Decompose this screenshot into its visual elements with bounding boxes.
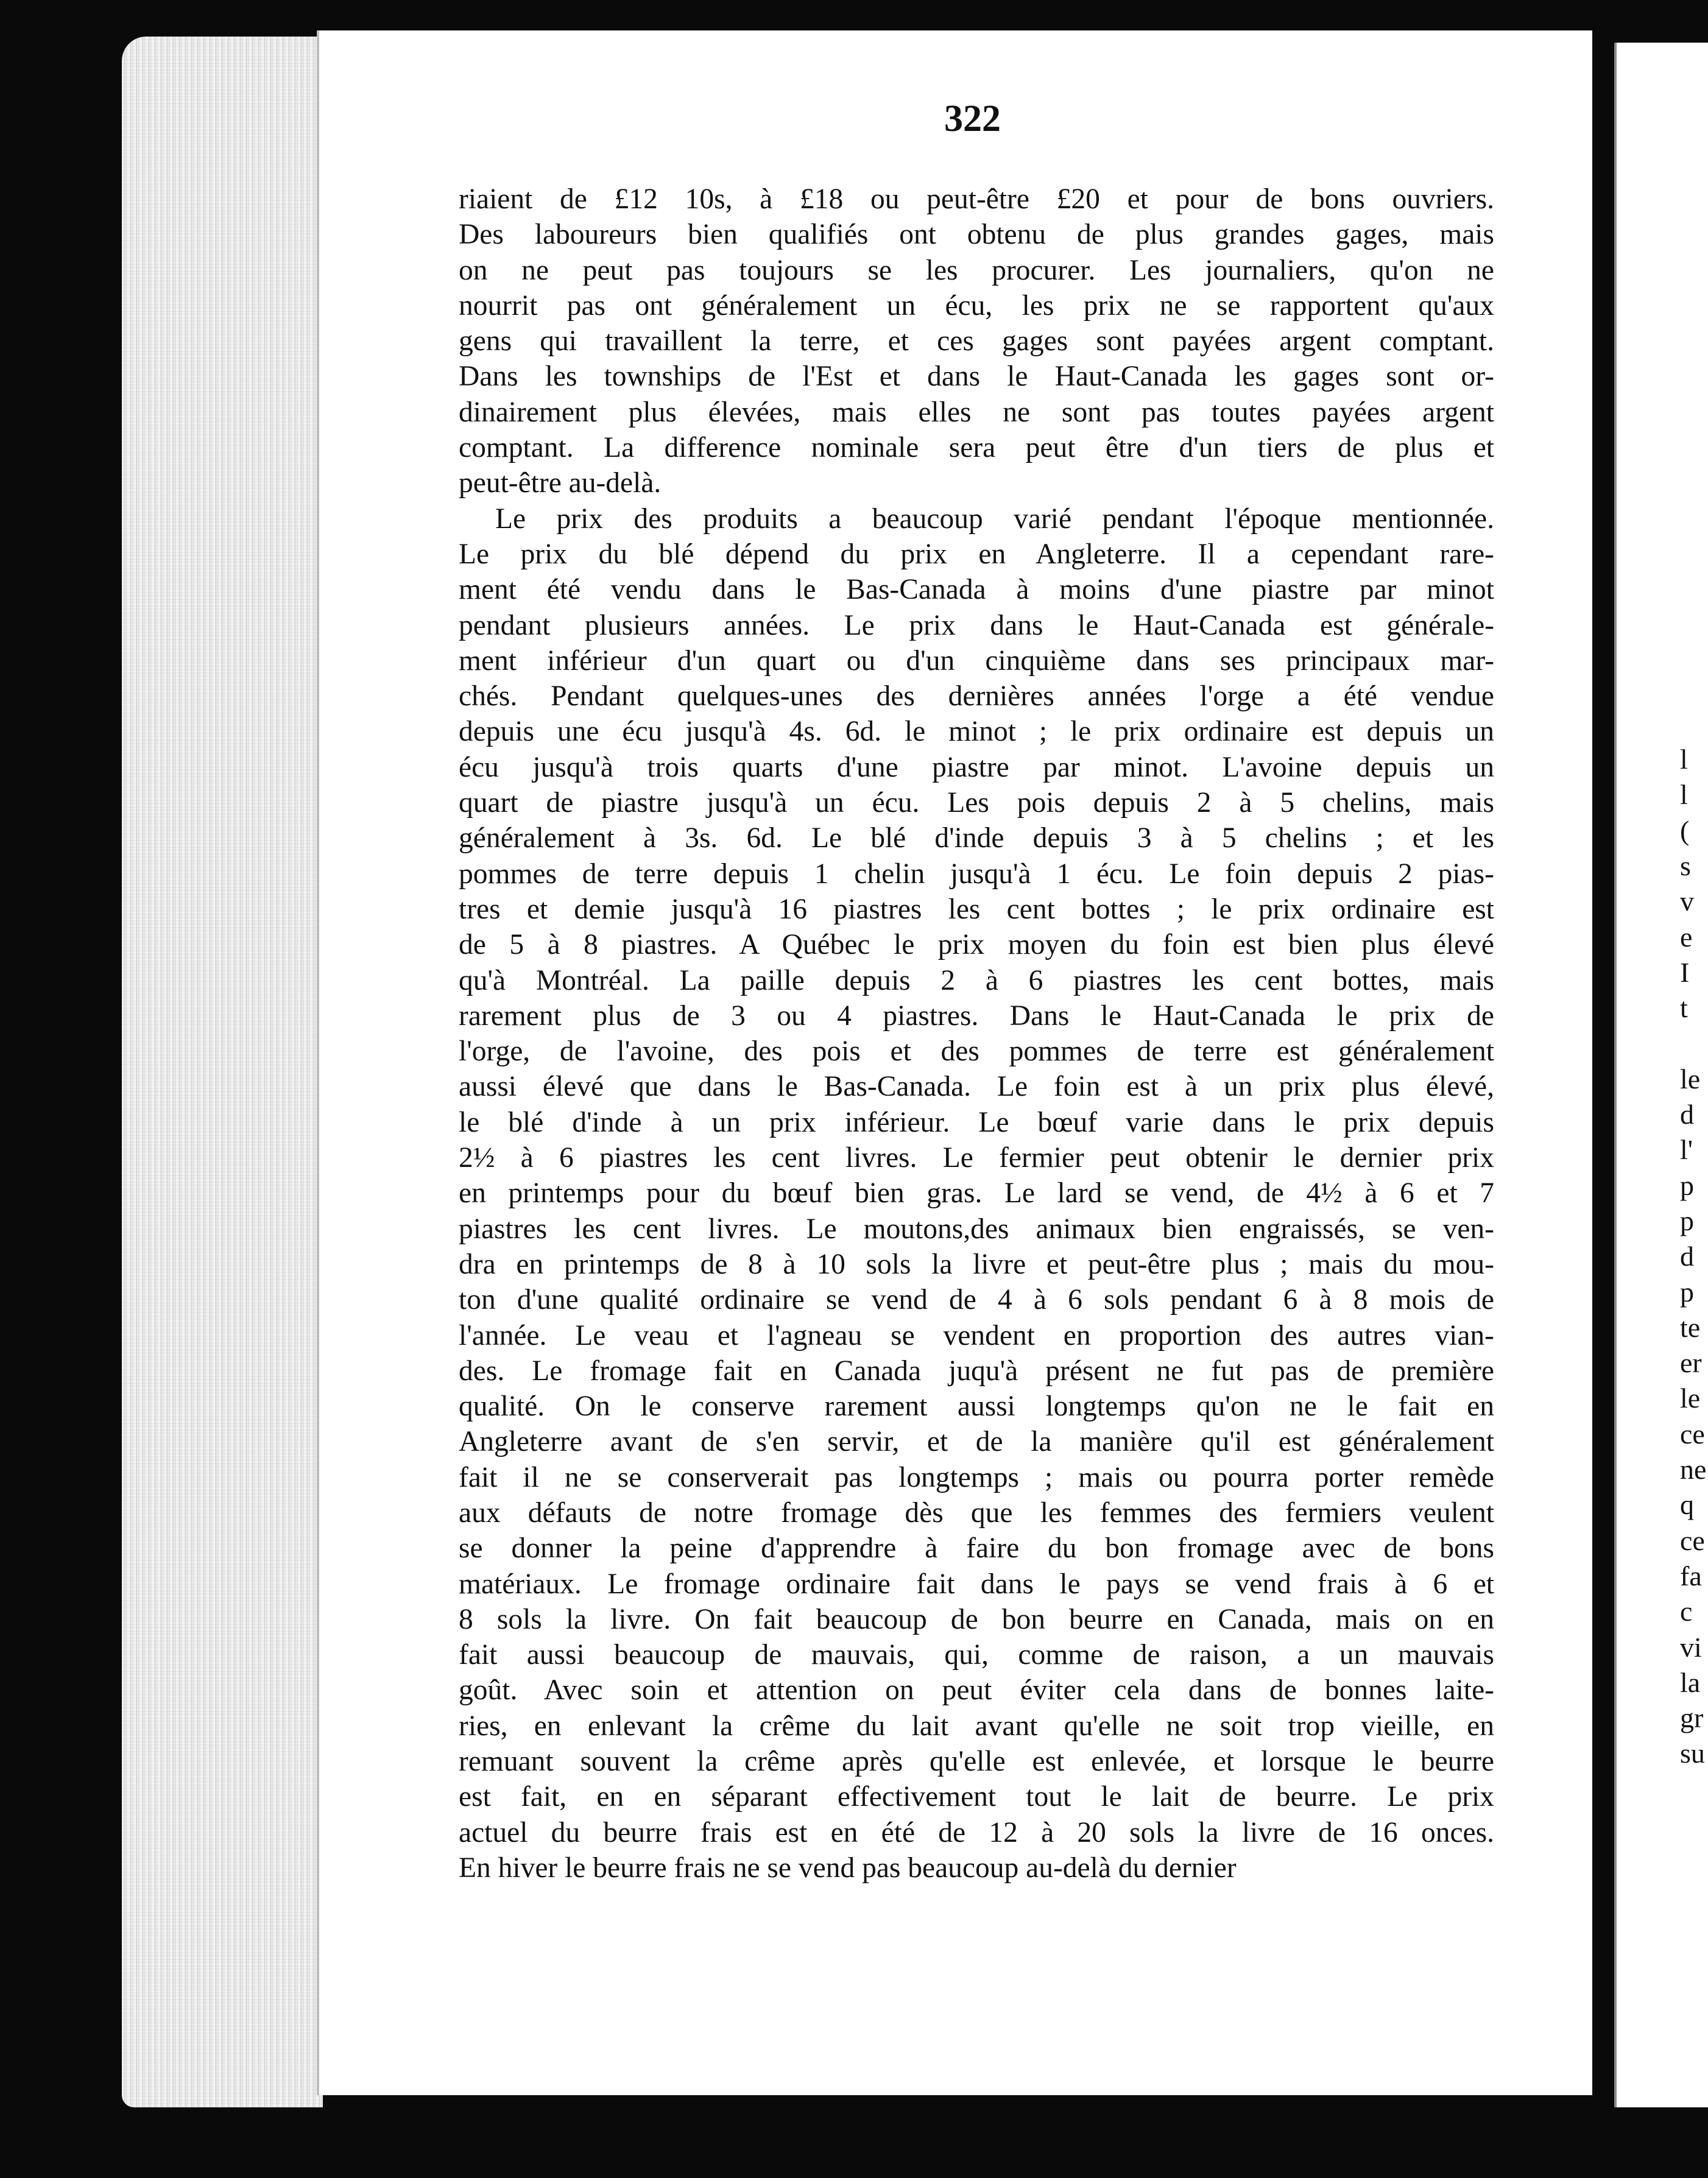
text-line: actuel du beurre frais est en été de 12 à 20 sols la livre de 16 onces. [459,1816,1494,1848]
text-line: qualité. On le conserve rarement aussi longtemps qu'on ne le fait en [459,1390,1494,1423]
adjacent-page-fragment: gr [1680,1702,1704,1734]
text-line: de 5 à 8 piastres. A Québec le prix moyen du foin est bien plus élevé [459,929,1494,961]
text-line: aux défauts de notre fromage dès que les femmes des fermiers veulent [459,1496,1494,1529]
adjacent-page-fragment: p [1680,1205,1694,1236]
adjacent-page-fragment: su [1680,1738,1705,1769]
adjacent-page-fragment: e [1680,921,1693,953]
text-line: le blé d'inde à un prix inférieur. Le bœuf varie dans le prix depuis [459,1106,1494,1138]
text-line: piastres les cent livres. Le moutons,des animaux bien engraissés, se ven- [459,1213,1494,1245]
text-line: pommes de terre depuis 1 chelin jusqu'à 1 écu. Le foin depuis 2 pias- [459,858,1494,890]
text-line: ton d'une qualité ordinaire se vend de 4 à 6 sols pendant 6 à 8 mois de [459,1284,1494,1316]
text-line: Le prix du blé dépend du prix en Angleterre. Il a cependant rare- [459,538,1494,570]
text-line: comptant. La difference nominale sera peut être d'un tiers de plus et [459,432,1494,464]
text-line: fait il ne se conserverait pas longtemps ; mais ou pourra porter remède [459,1461,1494,1493]
adjacent-page-fragment: d [1680,1241,1694,1272]
text-line: Des laboureurs bien qualifiés ont obtenu de plus grandes gages, mais [459,219,1494,251]
page-number: 322 [944,98,1001,139]
adjacent-page-fragment: ( [1680,814,1690,846]
text-line: des. Le fromage fait en Canada juqu'à présent ne fut pas de première [459,1355,1494,1387]
adjacent-page-fragment: te [1680,1311,1701,1343]
text-line: En hiver le beurre frais ne se vend pas beaucoup au-delà du dernier [459,1852,1237,1884]
text-line: tres et demie jusqu'à 16 piastres les cent bottes ; le prix ordinaire est [459,893,1494,925]
text-line: goût. Avec soin et attention on peut éviter cela dans de bonnes laite- [459,1674,1494,1707]
text-line: dra en printemps de 8 à 10 sols la livre et peut-être plus ; mais du mou- [459,1248,1494,1280]
text-line: en printemps pour du bœuf bien gras. Le lard se vend, de 4½ à 6 et 7 [459,1177,1494,1210]
text-line: 2½ à 6 piastres les cent livres. Le fermier peut obtenir le dernier prix [459,1142,1494,1174]
text-line: ment inférieur d'un quart ou d'un cinquième dans ses principaux mar- [459,644,1494,677]
adjacent-page-fragment: fa [1680,1560,1702,1591]
text-line: qu'à Montréal. La paille depuis 2 à 6 piastres les cent bottes, mais [459,964,1494,996]
adjacent-page-fragment: s [1680,850,1691,881]
text-line: fait aussi beaucoup de mauvais, qui, comme de raison, a un mauvais [459,1639,1494,1671]
text-line: l'orge, de l'avoine, des pois et des pommes de terre est généralement [459,1035,1494,1068]
text-line: rarement plus de 3 ou 4 piastres. Dans le Haut-Canada le prix de [459,999,1494,1032]
text-line: remuant souvent la crême après qu'elle est enlevée, et lorsque le beurre [459,1746,1494,1778]
text-line: pendant plusieurs années. Le prix dans le Haut-Canada est générale- [459,609,1494,641]
adjacent-page-fragment: t [1680,992,1688,1024]
text-line: gens qui travaillent la terre, et ces gages sont payées argent comptant. [459,325,1494,358]
adjacent-page-fragment: l' [1680,1134,1693,1166]
text-line: quart de piastre jusqu'à un écu. Les pois depuis 2 à 5 chelins, mais [459,787,1494,819]
text-line: écu jusqu'à trois quarts d'une piastre par minot. L'avoine depuis un [459,751,1494,783]
adjacent-page-fragment: p [1680,1276,1694,1308]
adjacent-page-fragment: ne [1680,1454,1707,1485]
adjacent-page-fragment: ce [1680,1524,1705,1556]
text-line: 8 sols la livre. On fait beaucoup de bon beurre en Canada, mais on en [459,1603,1494,1635]
adjacent-page-fragment: le [1680,1063,1701,1094]
adjacent-page-fragment: vi [1680,1631,1702,1663]
adjacent-page-fragment: la [1680,1666,1701,1698]
text-line: on ne peut pas toujours se les procurer. Les journaliers, qu'on ne [459,254,1494,286]
text-line: Dans les townships de l'Est et dans le Haut-Canada les gages sont or- [459,361,1494,393]
adjacent-page-fragment: q [1680,1489,1694,1521]
book-page-edges [122,37,323,2107]
text-line: chés. Pendant quelques-unes des dernières années l'orge a été vendue [459,680,1494,713]
adjacent-page-fragment: I [1680,956,1690,988]
text-line: ries, en enlevant la crême du lait avant qu'elle ne soit trop vieille, en [459,1710,1494,1742]
adjacent-page-fragment: l [1680,744,1688,775]
text-line: est fait, en en séparant effectivement tout le lait de beurre. Le prix [459,1781,1494,1813]
text-line: aussi élevé que dans le Bas-Canada. Le foin est à un prix plus élevé, [459,1071,1494,1103]
adjacent-page-fragment: p [1680,1169,1694,1201]
text-line: Le prix des produits a beaucoup varié pendant l'époque mentionnée. [495,502,1494,535]
text-line: généralement à 3s. 6d. Le blé d'inde depuis 3 à 5 chelins ; et les [459,822,1494,855]
adjacent-page-fragment: v [1680,886,1694,917]
text-line: l'année. Le veau et l'agneau se vendent en proportion des autres vian- [459,1319,1494,1352]
adjacent-page-fragment: er [1680,1347,1702,1379]
adjacent-page-fragment: le [1680,1383,1701,1414]
text-line: se donner la peine d'apprendre à faire du bon fromage avec de bons [459,1532,1494,1565]
text-line: Angleterre avant de s'en servir, et de la manière qu'il est généralement [459,1426,1494,1458]
adjacent-page-fragment: d [1680,1099,1694,1130]
body-text [459,182,1494,1886]
text-line: peut-être au-delà. [459,467,662,499]
adjacent-page-fragment: c [1680,1596,1693,1627]
text-line: matériaux. Le fromage ordinaire fait dans le pays se vend frais à 6 et [459,1568,1494,1600]
text-line: nourrit pas ont généralement un écu, les prix ne se rapportent qu'aux [459,289,1494,322]
adjacent-page-fragment: ce [1680,1418,1705,1450]
text-line: riaient de £12 10s, à £18 ou peut-être £20 et pour de bons ouvriers. [459,183,1494,215]
text-line: ment été vendu dans le Bas-Canada à moins d'une piastre par minot [459,574,1494,606]
text-line: depuis une écu jusqu'à 4s. 6d. le minot ; le prix ordinaire est depuis un [459,716,1494,748]
adjacent-page-fragment: l [1680,779,1688,811]
text-line: dinairement plus élevées, mais elles ne sont pas toutes payées argent [459,396,1494,428]
